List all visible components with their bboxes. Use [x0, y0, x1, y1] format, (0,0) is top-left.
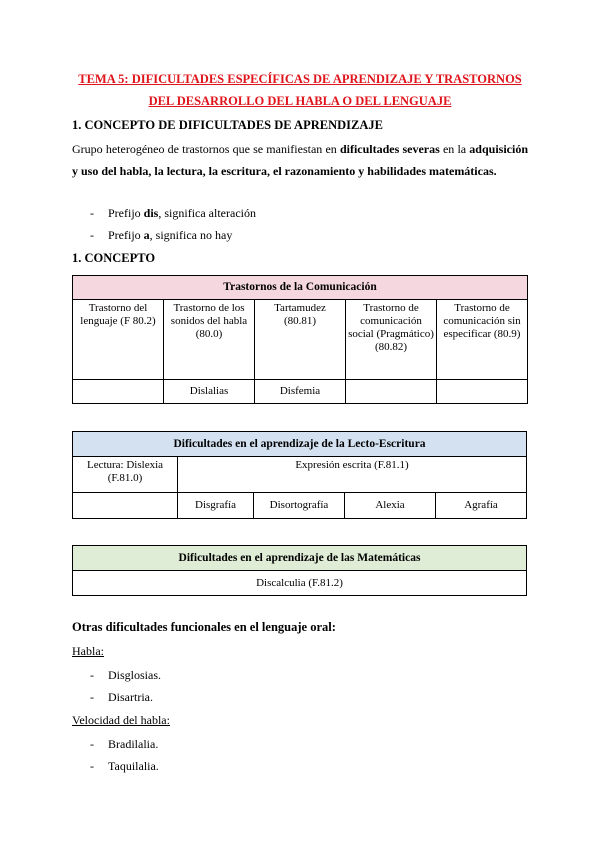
list-item-disglosias	[90, 668, 161, 683]
intro-text-2: en la	[439, 142, 470, 156]
table-cell	[73, 380, 164, 404]
bullet-dash: -	[90, 759, 94, 773]
table-cell: Alexia	[345, 493, 436, 519]
prefix-bold: a	[143, 228, 150, 242]
intro-bold-2: adquisición y uso del habla, la lectura, la escritura, el razonamiento y habilidades matemáticas.	[72, 142, 528, 178]
habla-label: Habla:	[72, 644, 104, 658]
table-cell	[346, 380, 437, 404]
intro-bold-1: dificultades severas	[339, 142, 440, 156]
prefix-text-pre: Prefijo	[108, 228, 144, 242]
table-cell	[73, 493, 178, 519]
prefix-item-dis	[90, 206, 256, 221]
bullet-dash: -	[90, 668, 94, 682]
list-item-text: Disglosias.	[108, 668, 162, 682]
list-item-text: Bradilalia.	[108, 737, 159, 751]
bullet-dash: -	[90, 690, 94, 704]
list-item-taquilalia	[90, 759, 159, 774]
prefix-bold: dis	[143, 206, 159, 220]
prefix-text-post: , significa no hay	[149, 228, 233, 242]
bullet-dash: -	[90, 228, 94, 242]
table-header: Dificultades en el aprendizaje de la Lecto-Escritura	[73, 432, 527, 457]
velocidad-label: Velocidad del habla:	[72, 713, 170, 727]
list-item-bradilalia	[90, 737, 158, 752]
table-lecto-escritura	[72, 431, 527, 519]
table-cell: Dislalias	[164, 380, 255, 404]
section-heading-concepto-dificultades: 1. CONCEPTO DE DIFICULTADES DE APRENDIZAJE	[72, 118, 383, 132]
table-cell: Discalculia (F.81.2)	[73, 571, 527, 596]
table-cell: Trastorno de los sonidos del habla (80.0)	[164, 300, 255, 380]
bullet-dash: -	[90, 206, 94, 220]
table-header: Dificultades en el aprendizaje de las Matemáticas	[73, 546, 527, 571]
table-cell: Trastorno de comunicación sin especificar (80.9)	[437, 300, 528, 380]
title-line-2: DEL DESARROLLO DEL HABLA O DEL LENGUAJE	[148, 94, 452, 108]
table-cell: Trastorno de comunicación social (Pragmático) (80.82)	[346, 300, 437, 380]
table-cell: Trastorno del lenguaje (F 80.2)	[73, 300, 164, 380]
bullet-dash: -	[90, 737, 94, 751]
table-cell: Disfemia	[255, 380, 346, 404]
intro-text-1: Grupo heterogéneo de trastornos que se manifiestan en	[72, 142, 340, 156]
prefix-text-post: , significa alteración	[158, 206, 256, 220]
table-cell: Agrafía	[436, 493, 527, 519]
table-cell: Expresión escrita (F.81.1)	[178, 457, 527, 493]
list-item-text: Taquilalia.	[108, 759, 159, 773]
table-cell: Tartamudez (80.81)	[255, 300, 346, 380]
prefix-item-a	[90, 228, 232, 243]
table-trastornos-comunicacion	[72, 275, 528, 404]
table-header: Trastornos de la Comunicación	[73, 276, 528, 300]
title-line-1: TEMA 5: DIFICULTADES ESPECÍFICAS DE APRENDIZAJE Y TRASTORNOS	[78, 72, 522, 86]
table-matematicas	[72, 545, 527, 596]
table-cell: Lectura: Dislexia (F.81.0)	[73, 457, 178, 493]
list-item-text: Disartria.	[108, 690, 153, 704]
prefix-text-pre: Prefijo	[108, 206, 144, 220]
table-cell: Disortografía	[254, 493, 345, 519]
section-heading-concepto: 1. CONCEPTO	[72, 251, 156, 265]
document-title	[72, 68, 528, 112]
table-cell: Disgrafía	[178, 493, 254, 519]
list-item-disartria	[90, 690, 153, 705]
intro-paragraph	[72, 138, 528, 182]
table-cell	[437, 380, 528, 404]
others-heading: Otras dificultades funcionales en el lenguaje oral:	[72, 620, 336, 634]
